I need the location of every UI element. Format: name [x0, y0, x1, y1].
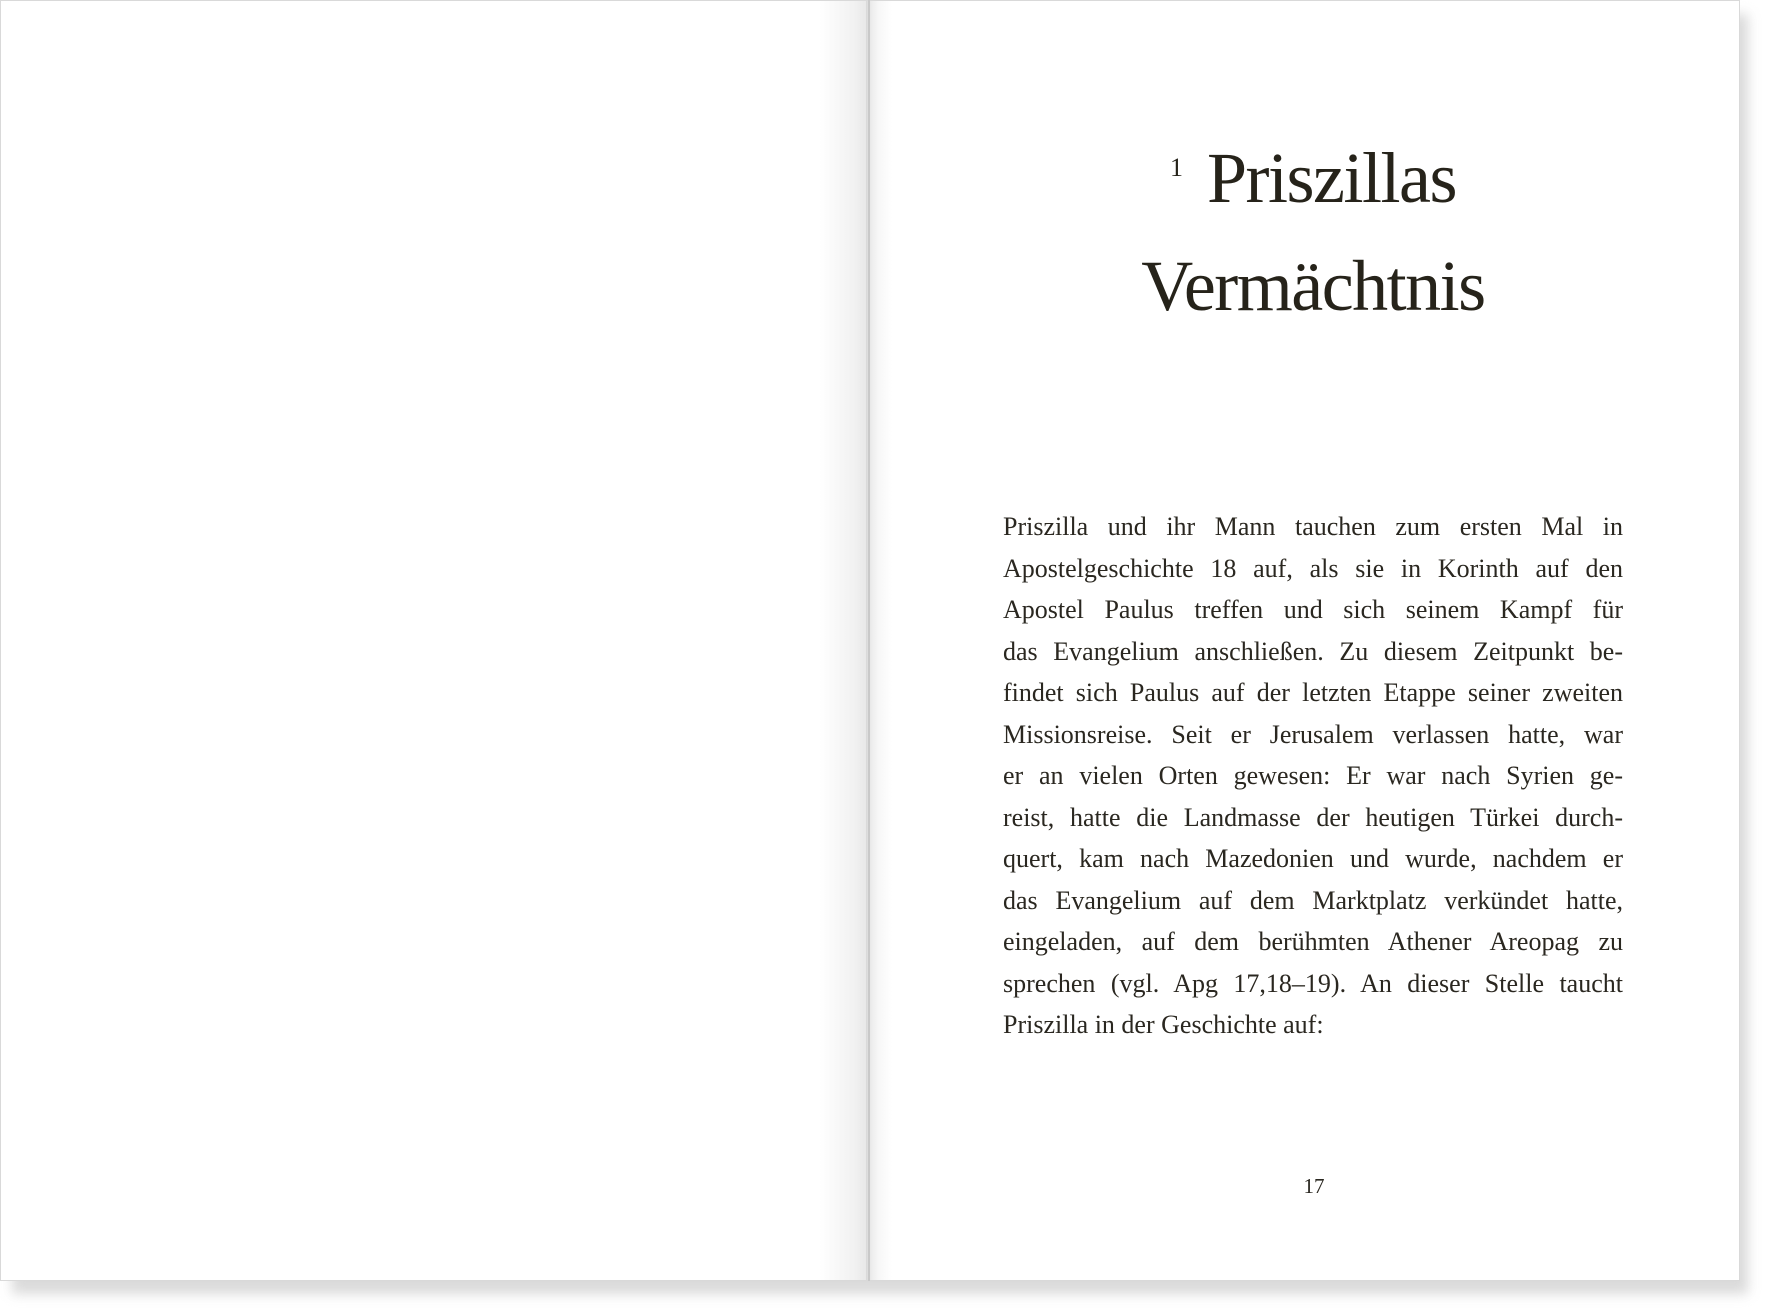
body-line: findet sich Paulus auf der letzten Etappe seiner zweiten: [1003, 678, 1623, 707]
body-line: er an vielen Orten gewesen: Er war nach Syrien ge-: [1003, 761, 1623, 790]
chapter-title-line-1: [1000, 130, 1626, 242]
body-line: eingeladen, auf dem berühmten Athener Areopag zu: [1003, 927, 1623, 956]
chapter-title-line-2: Vermächtnis: [1141, 246, 1485, 326]
body-line: das Evangelium auf dem Marktplatz verkündet hatte,: [1003, 885, 1623, 915]
book-gutter: [868, 0, 870, 1281]
body-line: Apostel Paulus treffen und sich seinem Kampf für: [1003, 595, 1623, 624]
body-line: Apostelgeschichte 18 auf, als sie in Korinth auf den: [1003, 553, 1623, 583]
body-line: das Evangelium anschließen. Zu diesem Zeitpunkt be-: [1003, 636, 1623, 666]
body-paragraph: [1003, 506, 1623, 1046]
left-page: [0, 0, 872, 1281]
body-line: sprechen (vgl. Apg 17,18–19). An dieser Stelle taucht: [1003, 968, 1623, 998]
chapter-heading: [1000, 130, 1626, 334]
body-line: quert, kam nach Mazedonien und wurde, nachdem er: [1003, 844, 1623, 873]
body-line: Priszilla in der Geschichte auf:: [1003, 1010, 1324, 1039]
body-line: Missionsreise. Seit er Jerusalem verlassen hatte, war: [1003, 719, 1623, 749]
chapter-number: 1: [1170, 153, 1183, 182]
body-line: Priszilla und ihr Mann tauchen zum ersten Mal in: [1003, 512, 1623, 541]
body-line: reist, hatte die Landmasse der heutigen Türkei durch-: [1003, 802, 1623, 832]
chapter-title-first-word: Priszillas: [1207, 138, 1456, 218]
page-number: 17: [1303, 1174, 1325, 1198]
